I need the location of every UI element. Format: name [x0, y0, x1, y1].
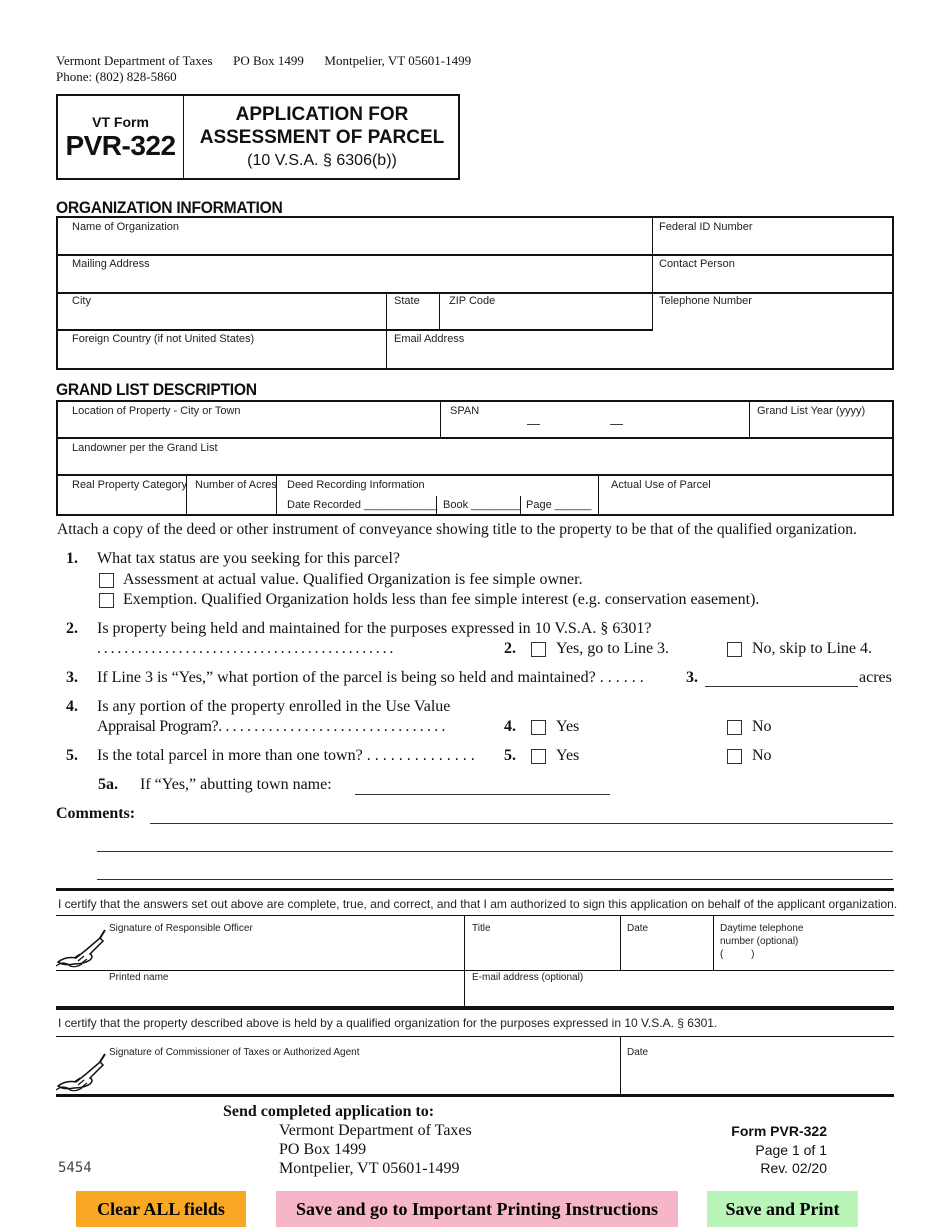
q2-no-checkbox[interactable]	[727, 642, 742, 657]
q2-text: Is property being held and maintained for the purposes expressed in 10 V.S.A. § 6301?	[97, 620, 652, 637]
q4-no-checkbox[interactable]	[727, 720, 742, 735]
signature-hand-icon-2	[56, 1050, 106, 1097]
q5-yes-label: Yes	[556, 747, 580, 764]
book-label: Book ________	[443, 499, 521, 511]
q4-ref: 4.	[504, 718, 516, 735]
q1-option2-label: Exemption. Qualified Organization holds less than fee simple interest (e.g. conservation easement).	[123, 591, 760, 608]
form-code: 5454	[58, 1160, 92, 1176]
q3-text: If Line 3 is “Yes,” what portion of the parcel is being so held and maintained? . . . . . .	[97, 669, 644, 686]
signature-hand-icon	[56, 926, 106, 973]
q4-yes-checkbox[interactable]	[531, 720, 546, 735]
org-name-label: Name of Organization	[72, 221, 179, 233]
form-number: PVR-322	[65, 130, 176, 161]
agency-name: Vermont Department of Taxes	[56, 53, 213, 68]
footer-form-id: Form PVR-322	[731, 1123, 827, 1139]
q5-ref: 5.	[504, 747, 516, 764]
daytime-phone-label-2: number (optional)	[720, 936, 799, 947]
grand-list-year-label: Grand List Year (yyyy)	[757, 405, 866, 417]
q2-yes-label: Yes, go to Line 3.	[556, 640, 670, 657]
landowner-label: Landowner per the Grand List	[72, 442, 218, 454]
q2-ref: 2.	[504, 640, 516, 657]
email-label: Email Address	[394, 333, 465, 345]
comments-line-3[interactable]	[97, 879, 893, 880]
printed-name-label: Printed name	[109, 972, 169, 983]
q2-yes-checkbox[interactable]	[531, 642, 546, 657]
q4-number: 4.	[66, 698, 78, 715]
q4-yes-label: Yes	[556, 718, 580, 735]
state-label: State	[394, 295, 420, 307]
form-id-box	[56, 94, 460, 180]
q5a-number: 5a.	[98, 776, 118, 793]
contact-person-label: Contact Person	[659, 258, 735, 270]
deed-label: Deed Recording Information	[287, 479, 425, 491]
mail-address-line2: PO Box 1499	[279, 1141, 367, 1158]
acres-label: Number of Acres	[195, 479, 277, 491]
q3-ref: 3.	[686, 669, 698, 686]
q1-text: What tax status are you seeking for this parcel?	[97, 550, 400, 567]
city-label: City	[72, 295, 91, 307]
telephone-label: Telephone Number	[659, 295, 752, 307]
q1-option2-checkbox[interactable]	[99, 593, 114, 608]
q3-unit: acres	[859, 669, 892, 686]
comments-label: Comments:	[56, 805, 136, 822]
form-citation: (10 V.S.A. § 6306(b))	[247, 152, 397, 169]
mail-address-line3: Montpelier, VT 05601-1499	[279, 1160, 460, 1177]
cert2-signature-label: Signature of Commissioner of Taxes or Authorized Agent	[109, 1047, 360, 1058]
q3-acres-field[interactable]	[705, 686, 858, 687]
q2-no-label: No, skip to Line 4.	[752, 640, 872, 657]
mail-address-line1: Vermont Department of Taxes	[279, 1122, 472, 1139]
fein-label: Federal ID Number	[659, 221, 753, 233]
agency-pobox: PO Box 1499	[233, 53, 304, 68]
agency-header	[56, 53, 471, 69]
footer-revision: Rev. 02/20	[760, 1160, 827, 1176]
vt-form-label: VT Form	[92, 114, 149, 130]
q4-no-label: No	[752, 718, 772, 735]
save-and-print-button[interactable]: Save and Print	[707, 1191, 858, 1227]
q4-text-line2: Appraisal Program?. . . . . . . . . . . . . . . . . . . . . . . . . . . . . . . .	[97, 718, 446, 735]
q3-number: 3.	[66, 669, 78, 686]
cert1-email-label: E-mail address (optional)	[472, 972, 584, 983]
cert1-date-label: Date	[627, 923, 649, 934]
q2-leader-dots: . . . . . . . . . . . . . . . . . . . . . . . . . . . . . . . . . . . . . . . . . . . .	[97, 640, 393, 657]
location-label: Location of Property - City or Town	[72, 405, 241, 417]
daytime-phone-label-1: Daytime telephone	[720, 923, 804, 934]
category-label: Real Property Category	[72, 479, 187, 491]
actual-use-label: Actual Use of Parcel	[611, 479, 711, 491]
q5a-text: If “Yes,” abutting town name:	[140, 776, 332, 793]
save-print-instructions-button[interactable]: Save and go to Important Printing Instructions	[276, 1191, 678, 1227]
cert2-date-label: Date	[627, 1047, 649, 1058]
cert1-title-label: Title	[472, 923, 491, 934]
grand-list-heading: GRAND LIST DESCRIPTION	[56, 380, 257, 399]
attach-note: Attach a copy of the deed or other instrument of conveyance showing title to the property to be that of the qualified organization.	[57, 521, 857, 538]
q1-number: 1.	[66, 550, 78, 567]
q2-number: 2.	[66, 620, 78, 637]
cert1-text: I certify that the answers set out above are complete, true, and correct, and that I am authorized to sign this application on behalf of the applicant organization.	[58, 897, 898, 911]
q4-text-line1: Is any portion of the property enrolled in the Use Value	[97, 698, 451, 715]
comments-line-1[interactable]	[150, 823, 893, 824]
foreign-country-label: Foreign Country (if not United States)	[72, 333, 255, 345]
q5-number: 5.	[66, 747, 78, 764]
cert2-text: I certify that the property described above is held by a qualified organization for the purposes expressed in 10 V.S.A. § 6301.	[58, 1016, 718, 1030]
send-to-label: Send completed application to:	[223, 1103, 435, 1120]
q5-yes-checkbox[interactable]	[531, 749, 546, 764]
span-dash-2: —	[610, 416, 623, 431]
form-title-line1: APPLICATION FOR	[235, 104, 409, 125]
clear-all-button[interactable]: Clear ALL fields	[76, 1191, 246, 1227]
footer-page: Page 1 of 1	[755, 1142, 827, 1158]
q5-no-label: No	[752, 747, 772, 764]
abutting-town-field[interactable]	[355, 794, 610, 795]
org-section-heading: ORGANIZATION INFORMATION	[56, 198, 283, 217]
span-dash-1: —	[527, 416, 540, 431]
comments-line-2[interactable]	[97, 851, 893, 852]
span-label: SPAN	[450, 405, 480, 417]
q1-option1-checkbox[interactable]	[99, 573, 114, 588]
q5-no-checkbox[interactable]	[727, 749, 742, 764]
mailing-address-label: Mailing Address	[72, 258, 150, 270]
form-title-line2: ASSESSMENT OF PARCEL	[199, 127, 445, 148]
agency-city: Montpelier, VT 05601-1499	[324, 53, 472, 68]
agency-phone: Phone: (802) 828-5860	[56, 69, 177, 84]
date-recorded-label: Date Recorded ____________	[287, 499, 438, 511]
cert1-signature-label: Signature of Responsible Officer	[109, 923, 253, 934]
page-label: Page ______	[526, 499, 592, 511]
zip-label: ZIP Code	[449, 295, 496, 307]
q5-text: Is the total parcel in more than one town? . . . . . . . . . . . . . .	[97, 747, 475, 764]
daytime-phone-parens: ( )	[720, 949, 755, 960]
q1-option1-label: Assessment at actual value. Qualified Organization is fee simple owner.	[123, 571, 583, 588]
